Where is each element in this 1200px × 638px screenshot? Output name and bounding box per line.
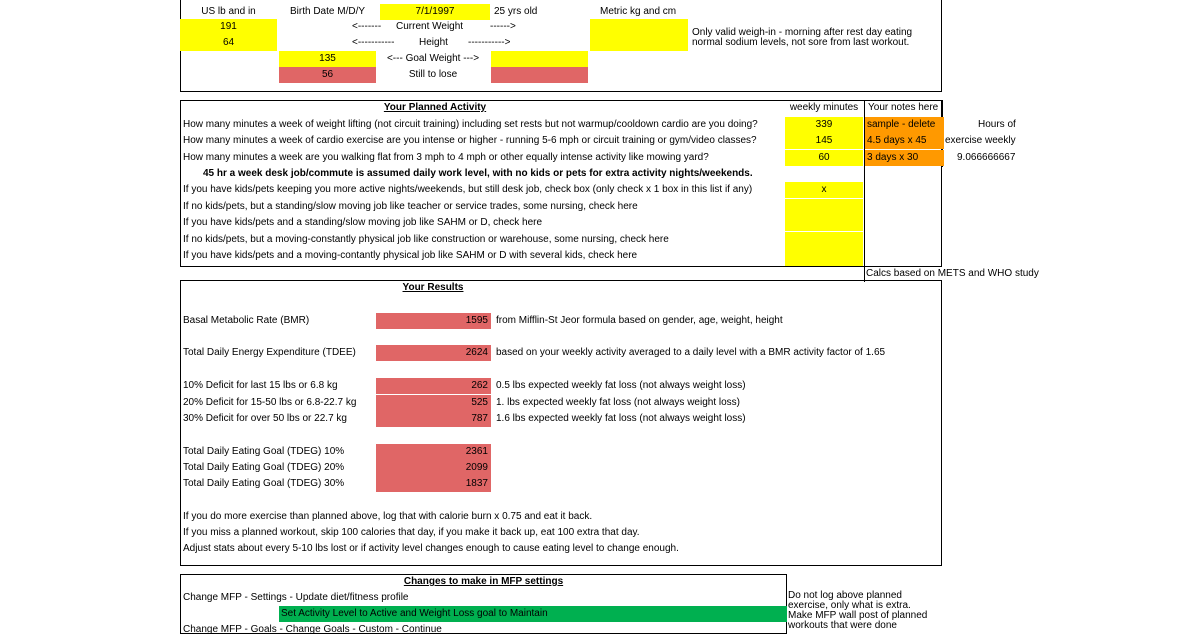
mfp-step1: Change MFP - Settings - Update diet/fitness profile — [183, 592, 409, 603]
deficit-20-value: 525 — [376, 395, 491, 411]
tip-extra-exercise: If you do more exercise than planned above, log that with calorie burn x 0.75 and eat it back. — [183, 511, 593, 522]
bmr-value: 1595 — [376, 313, 491, 329]
q3-minutes-input[interactable]: 60 — [785, 150, 863, 166]
q2-note-input[interactable]: 4.5 days x 45 — [865, 133, 944, 149]
tdeg-10-label: Total Daily Eating Goal (TDEG) 10% — [183, 446, 345, 457]
deficit-30-value: 787 — [376, 411, 491, 427]
option-kids-desk: If you have kids/pets keeping you more active nights/weekends, but still desk job, check box (only check x 1 box in this list if any) — [183, 184, 753, 195]
weight-arrow-left: <------- — [352, 21, 382, 32]
deficit-20-label: 20% Deficit for 15-50 lbs or 6.8-22.7 kg — [183, 397, 357, 408]
tdee-note: based on your weekly activity averaged to a daily level with a BMR activity factor of 1.65 — [496, 347, 886, 358]
option-kids-standing: If you have kids/pets and a standing/slow moving job like SAHM or D, check here — [183, 217, 543, 228]
current-weight-metric-input[interactable] — [590, 19, 688, 51]
deficit-10-value: 262 — [376, 378, 491, 394]
still-to-lose-us-value: 56 — [279, 67, 376, 83]
results-title: Your Results — [402, 282, 464, 293]
bmr-label: Basal Metabolic Rate (BMR) — [183, 315, 310, 326]
tip-adjust-stats: Adjust stats about every 5-10 lbs lost or if activity level changes enough to cause eating level to change enough. — [183, 543, 679, 554]
option-standing-job: If no kids/pets, but a standing/slow moving job like teacher or service trades, some nursing, check here — [183, 201, 638, 212]
option-physical-job: If no kids/pets, but a moving-constantly physical job like construction or warehouse, some nursing, check here — [183, 234, 669, 245]
height-label: Height — [419, 37, 448, 48]
q3-walking: How many minutes a week are you walking flat from 3 mph to 4 mph or other equally intense activity like mowing yard? — [183, 152, 709, 163]
option-physical-job-checkbox[interactable] — [785, 232, 863, 248]
units-us-label: US lb and in — [201, 6, 256, 17]
q1-note-input[interactable]: sample - delete — [865, 117, 944, 133]
desk-job-note: 45 hr a week desk job/commute is assumed daily work level, with no kids or pets for extra activity nights/weekends. — [203, 168, 753, 179]
height-arrow-right: -----------> — [468, 37, 511, 48]
age-value: 25 yrs old — [494, 6, 538, 17]
birth-date-input[interactable]: 7/1/1997 — [380, 4, 490, 20]
units-metric-label: Metric kg and cm — [600, 6, 677, 17]
tip-missed-workout: If you miss a planned workout, skip 100 calories that day, if you make it back up, eat 100 extra that day. — [183, 527, 640, 538]
option-kids-standing-checkbox[interactable] — [785, 215, 863, 231]
deficit-10-note: 0.5 lbs expected weekly fat loss (not always weight loss) — [496, 380, 746, 391]
mfp-step1-action: Set Activity Level to Active and Weight Loss goal to Maintain — [279, 606, 787, 622]
weight-arrow-right: ------> — [490, 21, 516, 32]
deficit-10-label: 10% Deficit for last 15 lbs or 6.8 kg — [183, 380, 338, 391]
tdeg-20-value: 2099 — [376, 460, 491, 476]
tdee-label: Total Daily Energy Expenditure (TDEE) — [183, 347, 356, 358]
deficit-30-label: 30% Deficit for over 50 lbs or 22.7 kg — [183, 413, 347, 424]
exercise-weekly-label: exercise weekly — [945, 135, 1016, 146]
q1-minutes-input[interactable]: 339 — [785, 117, 863, 133]
tdee-value: 2624 — [376, 345, 491, 361]
hours-of-label: Hours of — [978, 119, 1016, 130]
still-to-lose-metric-value — [491, 67, 588, 83]
goal-weight-label: <--- Goal Weight ---> — [386, 53, 480, 64]
your-notes-header: Your notes here — [868, 102, 939, 113]
height-arrow-left: <----------- — [352, 37, 395, 48]
deficit-30-note: 1.6 lbs expected weekly fat loss (not always weight loss) — [496, 413, 746, 424]
birth-date-label: Birth Date M/D/Y — [290, 6, 366, 17]
hours-weekly-value: 9.066666667 — [957, 152, 1016, 163]
option-kids-physical: If you have kids/pets and a moving-contantly physical job like SAHM or D with several kids, check here — [183, 250, 638, 261]
tdeg-30-label: Total Daily Eating Goal (TDEG) 30% — [183, 478, 345, 489]
option-standing-job-checkbox[interactable] — [785, 199, 863, 215]
mfp-title: Changes to make in MFP settings — [403, 576, 564, 587]
height-us-input[interactable]: 64 — [180, 35, 277, 51]
still-to-lose-label: Still to lose — [408, 69, 458, 80]
q3-note-input[interactable]: 3 days x 30 — [865, 150, 944, 166]
option-kids-physical-checkbox[interactable] — [785, 248, 863, 266]
current-weight-label: Current Weight — [396, 21, 464, 32]
q1-weight-lifting: How many minutes a week of weight lifting (not circuit training) including set rests but not warmup/cooldown cardio are you doing? — [183, 119, 758, 130]
weighin-note: Only valid weigh-in - morning after rest day eating normal sodium levels, not sore from last workout. — [692, 27, 913, 48]
planned-activity-title: Your Planned Activity — [383, 102, 487, 113]
mfp-side-note: Do not log above planned exercise, only what is extra. Make MFP wall post of planned workouts that were done — [788, 590, 928, 631]
q2-cardio: How many minutes a week of cardio exercise are you intense or higher - running 5-6 mph or circuit training or gym/video classes? — [183, 135, 757, 146]
tdeg-20-label: Total Daily Eating Goal (TDEG) 20% — [183, 462, 345, 473]
goal-weight-us-input[interactable]: 135 — [279, 51, 376, 67]
current-weight-us-input[interactable]: 191 — [180, 19, 277, 35]
option-kids-desk-checkbox[interactable]: x — [785, 182, 863, 198]
weekly-minutes-header: weekly minutes — [789, 102, 859, 113]
goal-weight-metric-input[interactable] — [491, 51, 588, 67]
q2-minutes-input[interactable]: 145 — [785, 133, 863, 149]
mfp-step2: Change MFP - Goals - Change Goals - Custom - Continue — [183, 624, 442, 635]
tdeg-30-value: 1837 — [376, 476, 491, 492]
tdeg-10-value: 2361 — [376, 444, 491, 460]
bmr-note: from Mifflin-St Jeor formula based on gender, age, weight, height — [496, 315, 783, 326]
deficit-20-note: 1. lbs expected weekly fat loss (not always weight loss) — [496, 397, 740, 408]
calcs-note: Calcs based on METS and WHO study — [866, 268, 1039, 279]
